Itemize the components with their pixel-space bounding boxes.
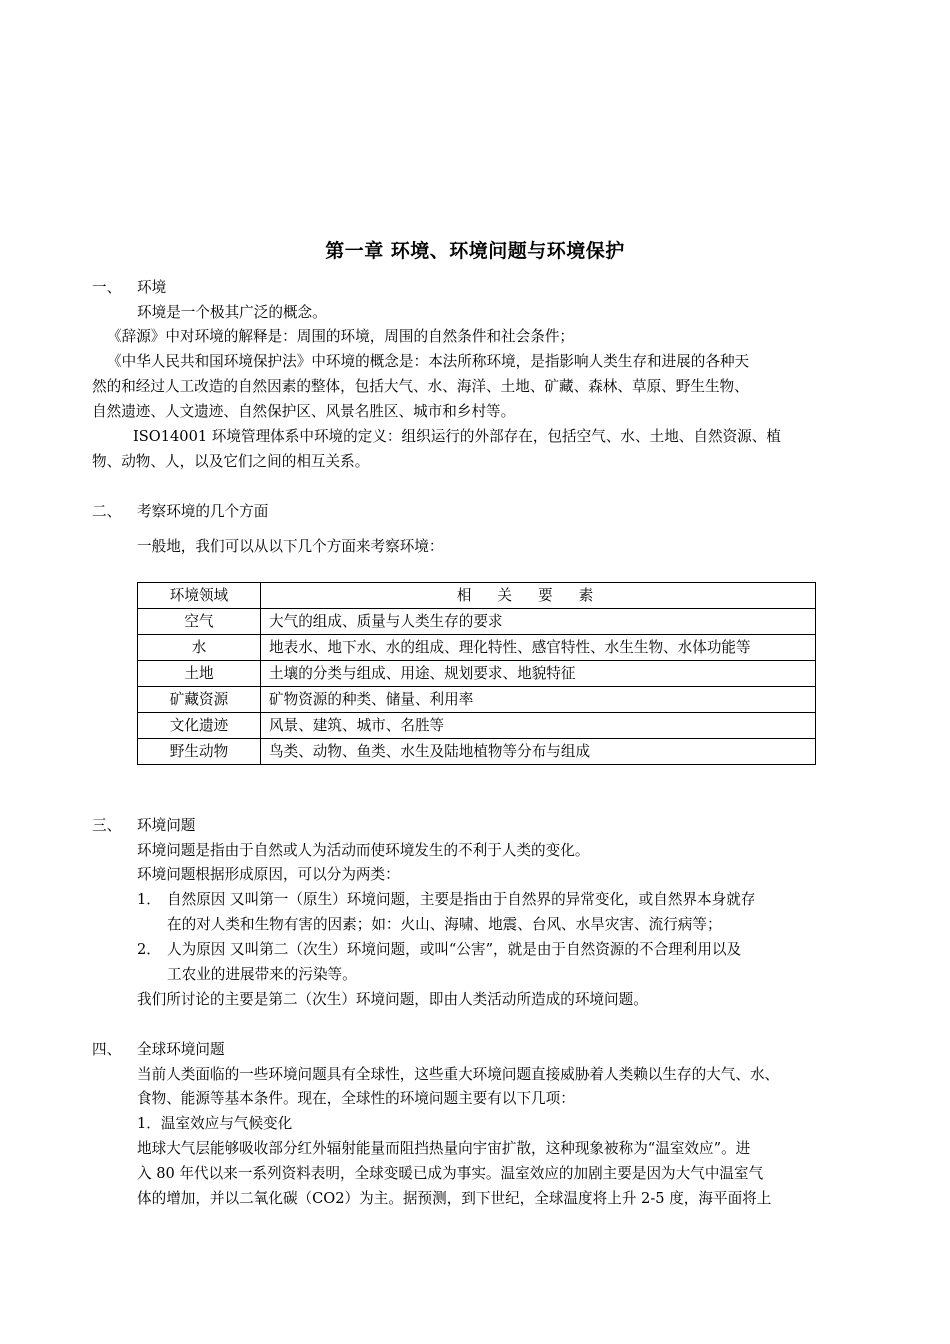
list-item: 自然原因 又叫第一（原生）环境问题，主要是指由于自然界的异常变化，或自然界本身就存 <box>167 891 756 908</box>
list-item: 人为原因 又叫第二（次生）环境问题，或叫“公害”，就是由于自然资源的不合理利用以及 <box>167 941 742 958</box>
section-4-paragraph: 食物、能源等基本条件。现在，全球性的环境问题主要有以下几项： <box>137 1090 575 1107</box>
chapter-title: 第一章 环境、环境问题与环境保护 <box>325 240 625 262</box>
table-row <box>138 635 816 661</box>
table-cell-elements: 鸟类、动物、鱼类、水生及陆地植物等分布与组成 <box>261 739 816 765</box>
list-item: 1．温室效应与气候变化 <box>137 1115 293 1132</box>
section-1-paragraph: 然的和经过人工改造的自然因素的整体，包括大气、水、海洋、土地、矿藏、森林、草原、野生生物、 <box>92 378 749 395</box>
section-1-paragraph: 《辞源》中对环境的解释是：周围的环境，周围的自然条件和社会条件； <box>107 328 575 345</box>
section-1-paragraph: 物、动物、人，以及它们之间的相互关系。 <box>92 453 370 470</box>
section-4-heading: 全球环境问题 <box>137 1041 225 1058</box>
table-header-row <box>138 583 816 609</box>
section-1-paragraph: 《中华人民共和国环境保护法》中环境的概念是：本法所称环境，是指影响人类生存和进展的各种天 <box>107 353 750 370</box>
table-cell-domain: 野生动物 <box>138 739 261 765</box>
section-4-number: 四、 <box>92 1041 122 1058</box>
table-cell-domain: 水 <box>138 635 261 661</box>
section-1-paragraph: 环境是一个极其广泛的概念。 <box>137 304 327 321</box>
section-3-paragraph: 我们所讨论的主要是第二（次生）环境问题，即由人类活动所造成的环境问题。 <box>137 991 648 1008</box>
table-cell-elements: 风景、建筑、城市、名胜等 <box>261 713 816 739</box>
table-cell-domain: 空气 <box>138 609 261 635</box>
list-item-number: 1． <box>137 891 161 908</box>
table-cell-elements: 土壤的分类与组成、用途、规划要求、地貌特征 <box>261 661 816 687</box>
section-1-heading: 环境 <box>137 279 167 296</box>
section-3-heading: 环境问题 <box>137 817 196 834</box>
section-2-number: 二、 <box>92 503 122 520</box>
table-row <box>138 739 816 765</box>
table-cell-domain: 文化遗迹 <box>138 713 261 739</box>
table-cell-domain: 矿藏资源 <box>138 687 261 713</box>
section-1-paragraph: 自然遗迹、人文遗迹、自然保护区、风景名胜区、城市和乡村等。 <box>92 403 516 420</box>
section-4-paragraph: 地球大气层能够吸收部分红外辐射能量而阻挡热量向宇宙扩散，这种现象被称为“温室效应”。进 <box>137 1140 751 1157</box>
section-2-heading: 考察环境的几个方面 <box>137 503 269 520</box>
table-row <box>138 687 816 713</box>
table-header-cell: 相关要素 <box>261 583 816 609</box>
section-2-intro: 一般地，我们可以从以下几个方面来考察环境： <box>137 538 444 555</box>
list-item-number: 2． <box>137 941 161 958</box>
section-1-number: 一、 <box>92 279 122 296</box>
section-1-paragraph: ISO14001 环境管理体系中环境的定义：组织运行的外部存在，包括空气、水、土地、自然资源、植 <box>133 428 781 445</box>
table-cell-domain: 土地 <box>138 661 261 687</box>
table-cell-elements: 矿物资源的种类、储量、利用率 <box>261 687 816 713</box>
section-3-paragraph: 环境问题根据形成原因，可以分为两类： <box>137 866 400 883</box>
table-row <box>138 661 816 687</box>
table-header-cell: 环境领域 <box>138 583 261 609</box>
list-item: 在的对人类和生物有害的因素；如：火山、海啸、地震、台风、水旱灾害、流行病等； <box>167 916 722 933</box>
section-4-paragraph: 体的增加，并以二氧化碳（CO2）为主。据预测，到下世纪，全球温度将上升 2-5 度，海平面将上 <box>137 1190 772 1207</box>
environment-table <box>137 582 816 765</box>
section-3-number: 三、 <box>92 817 122 834</box>
table-cell-elements: 地表水、地下水、水的组成、理化特性、感官特性、水生生物、水体功能等 <box>261 635 816 661</box>
table-cell-elements: 大气的组成、质量与人类生存的要求 <box>261 609 816 635</box>
section-4-paragraph: 入 80 年代以来一系列资料表明，全球变暖已成为事实。温室效应的加剧主要是因为大气中温室气 <box>137 1165 764 1182</box>
section-3-paragraph: 环境问题是指由于自然或人为活动而使环境发生的不利于人类的变化。 <box>137 842 590 859</box>
list-item: 工农业的进展带来的污染等。 <box>167 966 357 983</box>
table-row <box>138 713 816 739</box>
section-4-paragraph: 当前人类面临的一些环境问题具有全球性，这些重大环境问题直接威胁着人类赖以生存的大气、水、 <box>137 1066 780 1083</box>
table-row <box>138 609 816 635</box>
